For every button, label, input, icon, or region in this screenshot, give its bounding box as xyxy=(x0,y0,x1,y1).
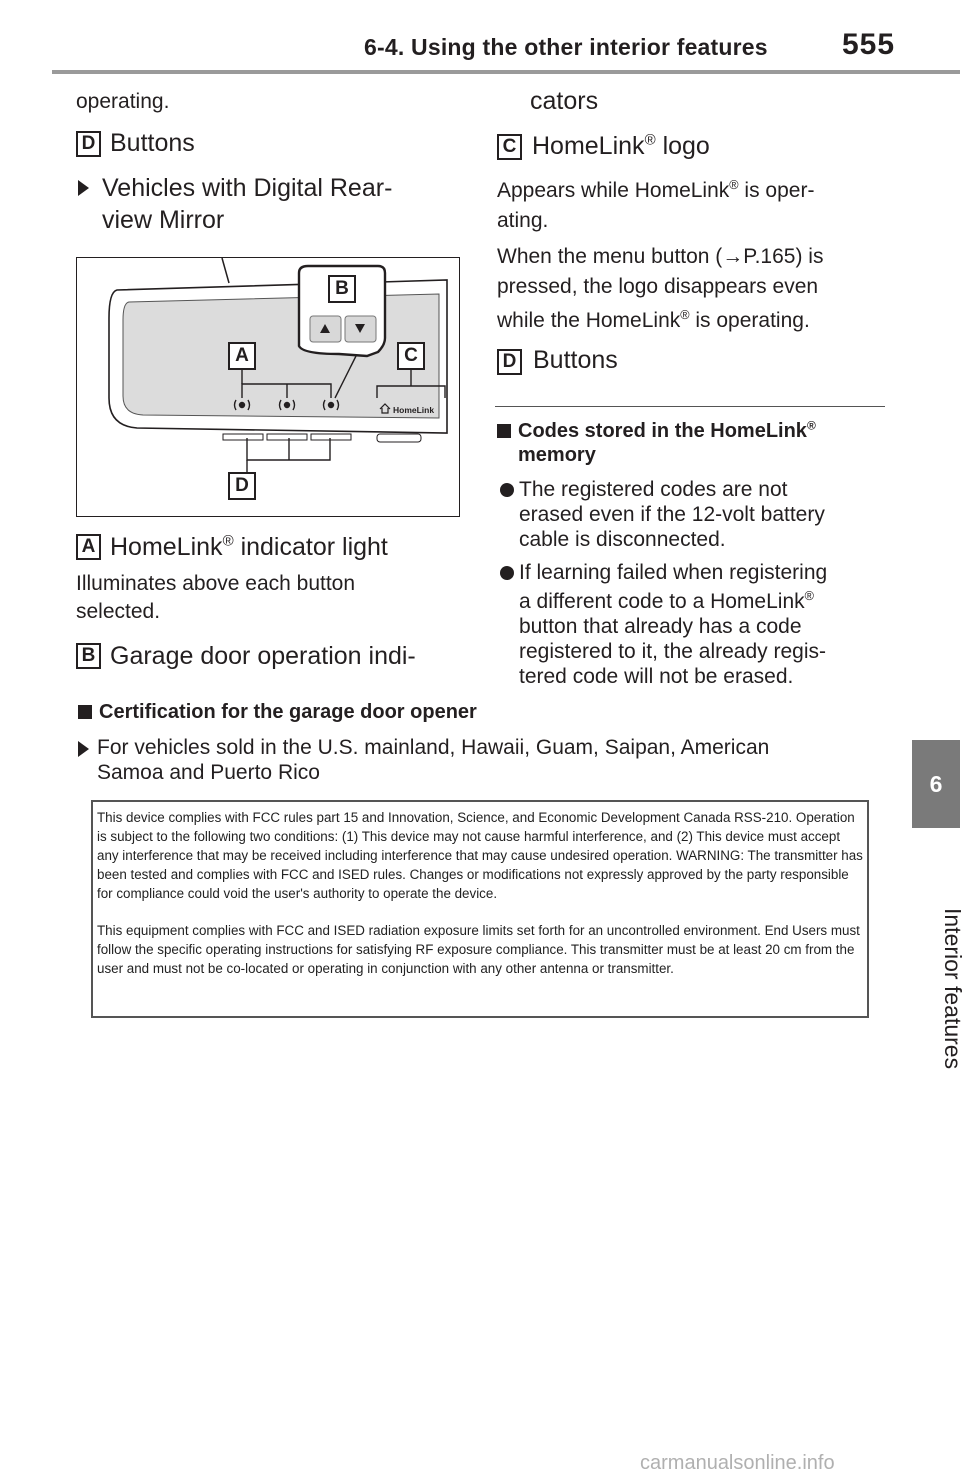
callout-b: B xyxy=(328,275,356,303)
callout-c: C xyxy=(397,342,425,370)
registered-mark: ® xyxy=(729,178,739,192)
certification-subheading xyxy=(97,735,769,785)
bullet-line xyxy=(519,589,827,614)
description-text: while the HomeLink xyxy=(497,309,681,332)
description-line xyxy=(497,306,823,336)
chapter-label: Interior features xyxy=(940,908,966,1070)
item-c-label-text: logo xyxy=(655,132,710,160)
registered-mark: ® xyxy=(804,589,814,603)
bullet-text: a different code to a HomeLink xyxy=(519,590,805,613)
continuation-text: operating. xyxy=(76,90,170,113)
codes-title-line: memory xyxy=(518,444,596,466)
label-box-a: A xyxy=(76,534,101,560)
codes-bullet-1 xyxy=(519,477,825,552)
codes-bullet-2 xyxy=(519,560,827,689)
header-rule xyxy=(52,70,960,74)
registered-mark: ® xyxy=(644,131,656,149)
label-box-b: B xyxy=(76,643,101,669)
callout-a: A xyxy=(228,342,256,370)
description-line: Illuminates above each button xyxy=(76,572,356,595)
item-a-description xyxy=(76,570,355,626)
item-a-label xyxy=(110,533,388,562)
description-line xyxy=(497,176,823,206)
description-line: When the menu button (→P.165) is xyxy=(497,245,824,268)
certification-title: Certification for the garage door opener xyxy=(99,701,477,723)
item-c-label-text: HomeLink xyxy=(532,132,645,160)
registered-mark: ® xyxy=(222,532,234,550)
item-c-label xyxy=(532,132,710,161)
fcc-paragraph: This equipment complies with FCC and ISED radiation exposure limits set forth for an uncontrolled environment. End Users must follow the specific operating instructions for satisfying RF exposure compliance. This transmitter must be at least 20 cm from the user and must not be co-located or operating in conjunction with any other antenna or transmitter. xyxy=(97,923,860,976)
description-text: is oper- xyxy=(738,179,815,202)
page-number: 555 xyxy=(842,28,896,61)
item-d-label: Buttons xyxy=(110,129,195,157)
bullet-line: The registered codes are not xyxy=(519,478,788,501)
codes-title-text: Codes stored in the HomeLink xyxy=(518,420,807,442)
item-d-label-right: Buttons xyxy=(533,346,618,374)
label-box-d-right: D xyxy=(497,349,522,375)
homelink-logo-text: HomeLink xyxy=(393,405,435,415)
sub-heading-arrow-icon xyxy=(78,741,89,757)
description-text: Appears while HomeLink xyxy=(497,179,730,202)
registered-mark: ® xyxy=(806,418,816,433)
section-square-icon xyxy=(497,424,511,438)
description-line: ating. xyxy=(497,209,549,232)
description-line: pressed, the logo disappears even xyxy=(497,275,819,298)
sub-heading xyxy=(102,172,392,236)
section-title: 6-4. Using the other interior features xyxy=(364,34,768,60)
codes-title-line xyxy=(518,419,816,443)
subheading-line: Samoa and Puerto Rico xyxy=(97,761,320,784)
chapter-tab[interactable]: 6 xyxy=(912,740,960,828)
bullet-icon xyxy=(500,566,514,580)
fcc-paragraph: This device complies with FCC rules part 15 and Innovation, Science, and Economic Development Canada RSS-210. Operation is subject to the following two conditions: (1) This device may not cause harmful interference, and (2) This device must accept any interference that may be received including interference that may cause undesired operation. WARNING: The transmitter has been tested and complies with FCC and ISED rules. Changes or modifications not expressly approved by the party responsible for compliance could void the user's authority to operate the device. xyxy=(97,810,863,901)
registered-mark: ® xyxy=(680,308,690,322)
continuation-text-right: cators xyxy=(530,87,599,115)
label-box-d: D xyxy=(76,131,101,157)
bullet-line: erased even if the 12-volt battery xyxy=(519,503,825,526)
watermark: carmanualsonline.info xyxy=(640,1452,835,1474)
bullet-icon xyxy=(500,483,514,497)
bullet-line: tered code will not be erased. xyxy=(519,665,794,688)
callout-d: D xyxy=(228,472,256,500)
subheading-line: For vehicles sold in the U.S. mainland, Hawaii, Guam, Saipan, American xyxy=(97,736,770,759)
sub-heading-line: Vehicles with Digital Rear- xyxy=(102,174,393,202)
mirror-illustration xyxy=(77,258,461,518)
section-square-icon xyxy=(78,705,92,719)
bullet-line: If learning failed when registering xyxy=(519,561,828,584)
codes-section-title xyxy=(518,419,816,467)
mirror-figure xyxy=(76,257,460,517)
bullet-line: button that already has a code xyxy=(519,615,802,638)
item-a-label-text: indicator light xyxy=(233,533,388,561)
label-box-c: C xyxy=(497,134,522,160)
bullet-line: cable is disconnected. xyxy=(519,528,726,551)
section-divider xyxy=(495,406,885,407)
sub-heading-line: view Mirror xyxy=(102,206,225,234)
description-text: is operating. xyxy=(689,309,810,332)
item-c-description xyxy=(497,176,823,336)
bullet-line: registered to it, the already regis- xyxy=(519,640,826,663)
item-b-label: Garage door operation indi- xyxy=(110,642,416,670)
item-a-label-text: HomeLink xyxy=(110,533,223,561)
description-line: selected. xyxy=(76,600,161,623)
fcc-compliance-box xyxy=(91,800,869,1018)
sub-heading-arrow-icon xyxy=(78,180,89,196)
